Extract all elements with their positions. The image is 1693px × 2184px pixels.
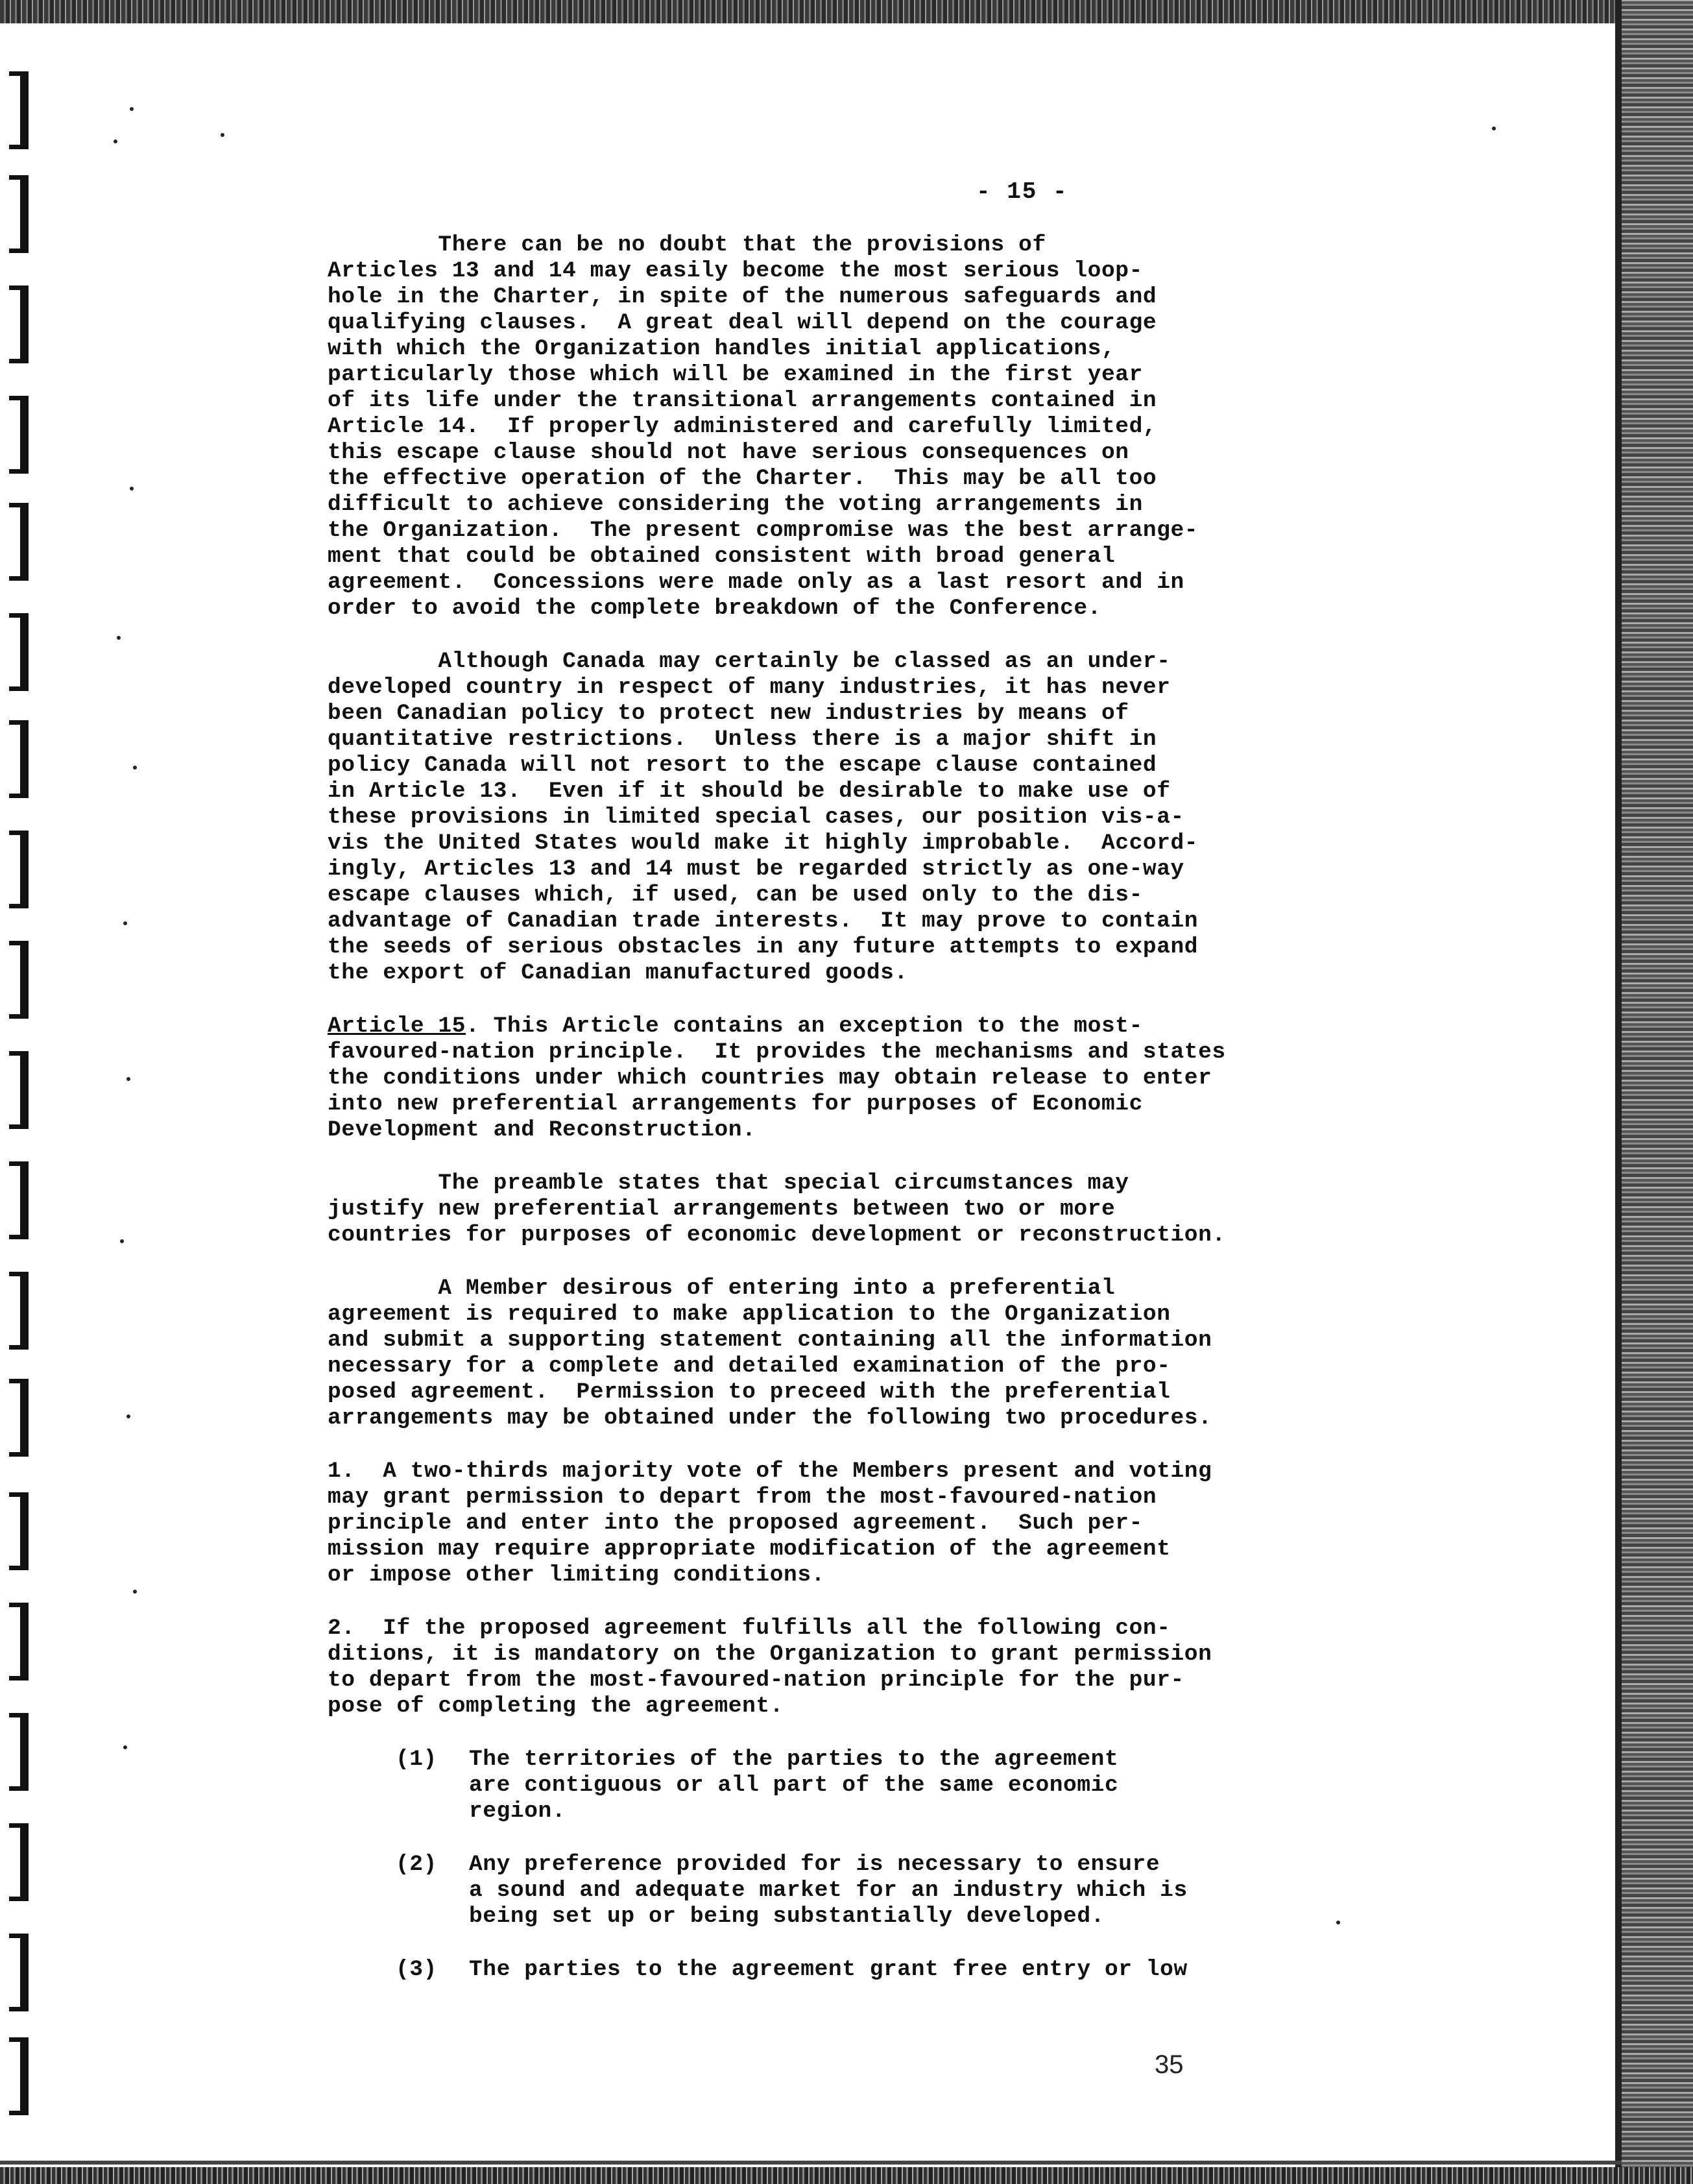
scan-speck <box>120 1239 124 1243</box>
paragraph-line: escape clauses which, if used, can be used only to the dis- <box>328 882 1143 908</box>
binding-bracket <box>9 71 29 149</box>
condition-marker: (2) <box>396 1852 437 1877</box>
paragraph-line: into new preferential arrangements for purposes of Economic <box>328 1091 1143 1117</box>
binding-bracket <box>9 1823 29 1901</box>
binding-brackets <box>0 0 39 2184</box>
binding-bracket <box>9 1713 29 1791</box>
paragraph <box>328 1276 1365 1431</box>
paragraph-line: justify new preferential arrangements between two or more <box>328 1196 1116 1222</box>
scan-speck <box>133 1590 137 1594</box>
scan-speck <box>130 107 134 111</box>
binding-bracket <box>9 831 29 908</box>
article-heading-rest: . This Article contains an exception to the most- <box>466 1013 1143 1039</box>
scan-speck <box>117 636 121 640</box>
paragraph-line: qualifying clauses. A great deal will depend on the courage <box>328 310 1157 335</box>
condition-item <box>328 1957 1365 1983</box>
paragraph-line: 2. If the proposed agreement fulfills all the following con- <box>328 1616 1171 1641</box>
paragraph-line: necessary for a complete and detailed examination of the pro- <box>328 1353 1171 1379</box>
condition-marker: (3) <box>396 1957 437 1982</box>
paragraph-line: favoured-nation principle. It provides the mechanisms and states <box>328 1039 1226 1065</box>
condition-item <box>328 1747 1365 1825</box>
paragraph-line: been Canadian policy to protect new industries by means of <box>328 701 1129 726</box>
paragraph-line: There can be no doubt that the provisions of <box>328 232 1046 258</box>
scan-speck <box>133 766 137 770</box>
paragraph-line: these provisions in limited special cases, our position vis-a- <box>328 805 1184 830</box>
paragraph <box>328 1616 1365 1719</box>
condition-line: The parties to the agreement grant free entry or low <box>469 1957 1188 1982</box>
paragraph-line: the seeds of serious obstacles in any future attempts to expand <box>328 934 1199 960</box>
condition-line: The territories of the parties to the agreement <box>469 1747 1119 1772</box>
paragraph-line: advantage of Canadian trade interests. It may prove to contain <box>328 908 1199 934</box>
paragraph-line: to depart from the most-favoured-nation principle for the pur- <box>328 1668 1184 1693</box>
condition-marker: (1) <box>396 1747 437 1772</box>
footer-page-number: 35 <box>1155 2050 1184 2079</box>
paragraph-line: pose of completing the agreement. <box>328 1693 784 1719</box>
paragraph <box>328 1171 1365 1248</box>
paragraph-line: Article 14. If properly administered and carefully limited, <box>328 414 1157 439</box>
binding-bracket <box>9 1492 29 1570</box>
binding-bracket <box>9 503 29 581</box>
scan-speck <box>130 487 134 491</box>
paragraph-line: difficult to achieve considering the voting arrangements in <box>328 492 1143 517</box>
paragraph-line: Development and Reconstruction. <box>328 1117 756 1143</box>
binding-bracket <box>9 1272 29 1350</box>
binding-bracket <box>9 175 29 253</box>
binding-bracket <box>9 285 29 363</box>
paragraph <box>328 1459 1365 1588</box>
paragraph-line: principle and enter into the proposed agreement. Such per- <box>328 1511 1143 1536</box>
scan-speck <box>114 140 117 143</box>
paragraph-line: order to avoid the complete breakdown of the Conference. <box>328 596 1101 621</box>
document-page <box>328 0 1365 2184</box>
paragraph-line: A Member desirous of entering into a preferential <box>328 1276 1116 1301</box>
condition-line: are contiguous or all part of the same economic <box>469 1773 1119 1798</box>
paragraph-line: the export of Canadian manufactured goods. <box>328 960 908 986</box>
binding-bracket <box>9 1603 29 1680</box>
scan-speck <box>123 1745 127 1749</box>
paragraph-line: The preamble states that special circumstances may <box>328 1171 1129 1196</box>
binding-bracket <box>9 396 29 474</box>
binding-bracket <box>9 613 29 691</box>
paragraph-line: mission may require appropriate modification of the agreement <box>328 1536 1171 1562</box>
paragraph-line: ditions, it is mandatory on the Organization to grant permission <box>328 1642 1212 1667</box>
paragraph-line: 1. A two-thirds majority vote of the Members present and voting <box>328 1459 1212 1484</box>
paragraph-line: or impose other limiting conditions. <box>328 1562 825 1588</box>
condition-line: being set up or being substantially developed. <box>469 1904 1105 1929</box>
scan-speck <box>126 1077 130 1081</box>
article-heading: Article 15 <box>328 1013 466 1039</box>
paragraph-line: quantitative restrictions. Unless there is a major shift in <box>328 727 1157 752</box>
paragraph-line: agreement is required to make application to the Organization <box>328 1302 1171 1327</box>
condition-line: Any preference provided for is necessary to ensure <box>469 1852 1160 1877</box>
paragraph-line: Articles 13 and 14 may easily become the most serious loop- <box>328 258 1143 284</box>
paragraph-line: Although Canada may certainly be classed as an under- <box>328 649 1171 674</box>
paragraph-line: may grant permission to depart from the most-favoured-nation <box>328 1485 1157 1510</box>
paragraph-line: particularly those which will be examined in the first year <box>328 362 1143 387</box>
scan-speck <box>221 133 224 137</box>
binding-bracket <box>9 1934 29 2011</box>
paragraph-line: with which the Organization handles initial applications, <box>328 336 1116 361</box>
scan-speck <box>126 1414 130 1418</box>
paragraph <box>328 649 1365 986</box>
paragraph-line: this escape clause should not have serious consequences on <box>328 440 1129 465</box>
body-text <box>328 232 1365 1983</box>
paragraph-line: arrangements may be obtained under the following two procedures. <box>328 1405 1212 1431</box>
paragraph-line: the conditions under which countries may obtain release to enter <box>328 1065 1212 1091</box>
binding-bracket <box>9 941 29 1019</box>
paragraph-line: ment that could be obtained consistent with broad general <box>328 544 1116 569</box>
scan-speck <box>1336 1921 1340 1924</box>
paragraph-line <box>328 1013 1365 1039</box>
paragraph-line: of its life under the transitional arrangements contained in <box>328 388 1157 413</box>
paragraph <box>328 232 1365 622</box>
paragraph-line: agreement. Concessions were made only as a last resort and in <box>328 570 1184 595</box>
paragraph-line: developed country in respect of many industries, it has never <box>328 675 1171 700</box>
paragraph-line: ingly, Articles 13 and 14 must be regarded strictly as one-way <box>328 856 1184 882</box>
condition-item <box>328 1852 1365 1930</box>
scan-speck <box>1492 127 1496 130</box>
binding-bracket <box>9 1161 29 1239</box>
page-number: - 15 - <box>976 178 1068 205</box>
paragraph-line: policy Canada will not resort to the escape clause contained <box>328 753 1157 778</box>
paragraph-line: vis the United States would make it highly improbable. Accord- <box>328 831 1199 856</box>
condition-line: a sound and adequate market for an industry which is <box>469 1878 1188 1903</box>
binding-bracket <box>9 1051 29 1129</box>
binding-bracket <box>9 2037 29 2115</box>
paragraph <box>328 1013 1365 1143</box>
paragraph-line: in Article 13. Even if it should be desirable to make use of <box>328 779 1171 804</box>
condition-line: region. <box>469 1799 566 1824</box>
paragraph-line: posed agreement. Permission to preceed with the preferential <box>328 1379 1171 1405</box>
binding-bracket <box>9 720 29 798</box>
binding-bracket <box>9 1379 29 1457</box>
paragraph-line: the effective operation of the Charter. This may be all too <box>328 466 1157 491</box>
scan-right-border <box>1615 0 1693 2184</box>
paragraph-line: and submit a supporting statement containing all the information <box>328 1328 1212 1353</box>
paragraph-line: hole in the Charter, in spite of the numerous safeguards and <box>328 284 1157 309</box>
scan-speck <box>123 921 127 925</box>
paragraph-line: the Organization. The present compromise was the best arrange- <box>328 518 1199 543</box>
paragraph-line: countries for purposes of economic development or reconstruction. <box>328 1222 1226 1248</box>
